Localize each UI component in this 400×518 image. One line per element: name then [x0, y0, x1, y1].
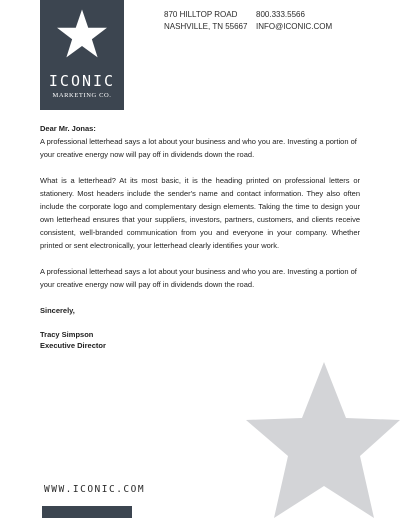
address-line-1: 870 HILLTOP ROAD	[164, 10, 238, 19]
closing: Sincerely,	[40, 306, 75, 315]
paragraph-3: A professional letterhead says a lot about your business and who you are. Investing a portion of your creative energy now will pay off in dividends down the road.	[40, 267, 357, 289]
signer-name: Tracy Simpson	[40, 330, 94, 339]
paragraph-1: A professional letterhead says a lot about your business and who you are. Investing a portion of your creative energy now will pay off in dividends down the road.	[40, 137, 357, 159]
letter-body	[40, 122, 360, 351]
phone-number: 800.333.5566	[256, 10, 305, 19]
paragraph-2: What is a letterhead? At its most basic, it is the heading printed on professional letters or stationery. Most headers include the sender's name and contact information. They also often include the corporate logo and complementary design elements. Taking the time to design your own letterhead ensures that your suppliers, investors, partners, customers, and clients receive consistent, well-branded communication from you and everyone in your company. Whether printed or sent electronically, your letterhead clearly identifies your work.	[40, 176, 360, 250]
address-block	[164, 9, 247, 33]
phone-email-block	[256, 9, 332, 33]
email-address: INFO@ICONIC.COM	[256, 22, 333, 31]
brand-name: ICONIC	[48, 72, 116, 90]
address-line-2: NASHVILLE, TN 55667	[164, 22, 248, 31]
brand-tagline: MARKETING CO.	[52, 92, 112, 99]
footer-website: WWW.ICONIC.COM	[44, 484, 146, 495]
star-icon	[228, 362, 400, 518]
logo-block	[40, 0, 124, 110]
salutation: Dear Mr. Jonas:	[40, 124, 96, 133]
footer-bar	[42, 506, 132, 518]
signer-title: Executive Director	[40, 341, 106, 350]
star-icon	[56, 8, 108, 60]
